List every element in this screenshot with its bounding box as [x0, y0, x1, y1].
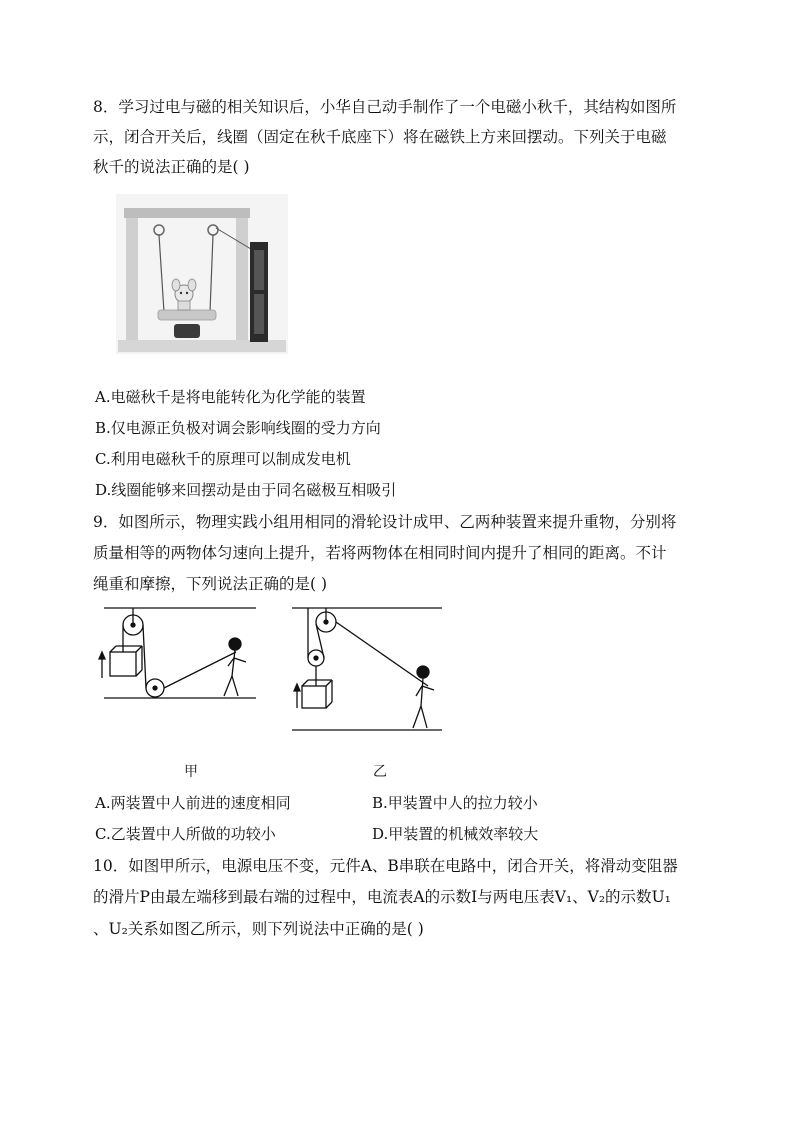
left-person-head — [229, 638, 241, 650]
q8-option-a[interactable]: A.电磁秋千是将电能转化为化学能的装置 — [95, 388, 366, 406]
q10-stem-line2: 的滑片P由最左端移到最右端的过程中，电流表A的示数I与两电压表V₁、V₂的示数U₁ — [93, 888, 671, 906]
caption-jia: 甲 — [184, 764, 198, 780]
right-box — [302, 686, 326, 708]
q10-stem-line3: 、U₂关系如图乙所示，则下列说法中正确的是( ) — [93, 920, 424, 938]
q9-option-d[interactable]: D.甲装置的机械效率较大 — [372, 825, 539, 843]
caption-yi: 乙 — [373, 764, 387, 780]
q8-stem-line2: 示，闭合开关后，线圈（固定在秋千底座下）将在磁铁上方来回摆动。下列关于电磁 — [93, 128, 667, 146]
q8-option-c[interactable]: C.利用电磁秋千的原理可以制成发电机 — [95, 450, 351, 468]
q9-option-b[interactable]: B.甲装置中人的拉力较小 — [372, 794, 538, 812]
q10-stem-line1: 10．如图甲所示，电源电压不变，元件A、B串联在电路中，闭合开关，将滑动变阻器 — [93, 857, 678, 875]
electromagnetic-swing-photo — [116, 194, 288, 354]
q8-stem-line3: 秋千的说法正确的是( ) — [93, 158, 250, 176]
right-person-head — [417, 666, 429, 678]
q9-option-c[interactable]: C.乙装置中人所做的功较小 — [95, 825, 276, 843]
q8-option-d[interactable]: D.线圈能够来回摆动是由于同名磁极互相吸引 — [95, 481, 397, 499]
q9-stem-line2: 质量相等的两物体匀速向上提升，若将两物体在相同时间内提升了相同的距离。不计 — [93, 544, 667, 562]
left-box — [110, 652, 136, 676]
q9-option-a[interactable]: A.两装置中人前进的速度相同 — [95, 794, 291, 812]
q8-stem-line1: 8．学习过电与磁的相关知识后，小华自己动手制作了一个电磁小秋千，其结构如图所 — [93, 98, 677, 116]
q9-stem-line1: 9．如图所示，物理实践小组用相同的滑轮设计成甲、乙两种装置来提升重物，分别将 — [93, 513, 677, 531]
q8-option-b[interactable]: B.仅电源正负极对调会影响线圈的受力方向 — [95, 419, 381, 437]
pulley-diagram — [96, 600, 456, 735]
q9-stem-line3: 绳重和摩擦，下列说法正确的是( ) — [93, 575, 328, 593]
